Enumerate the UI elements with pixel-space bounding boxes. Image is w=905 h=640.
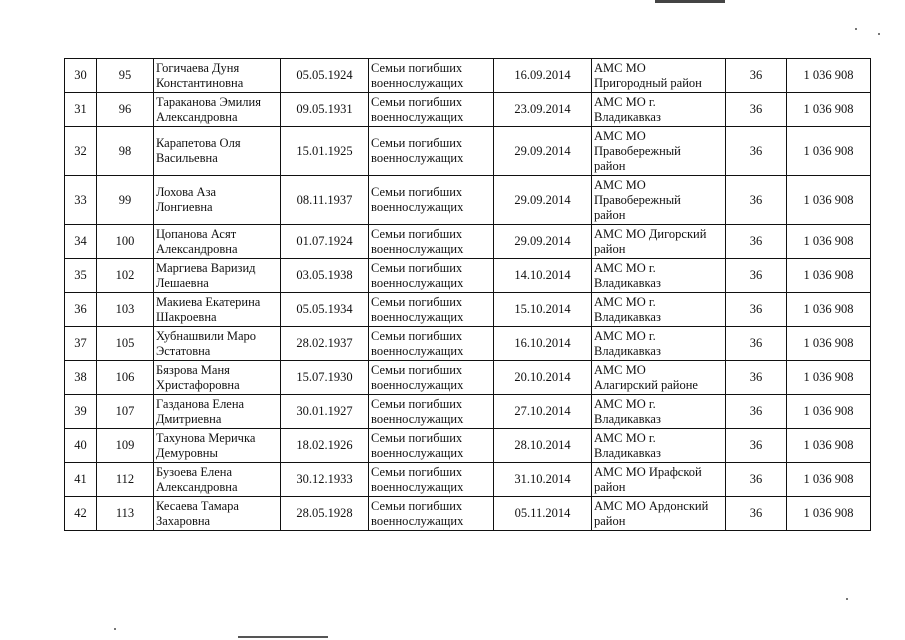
cell-months: 36 [726, 259, 787, 293]
cell-category-line: военнослужащих [371, 411, 464, 426]
cell-organization-line: АМС МО г. [594, 94, 656, 109]
table-row [65, 293, 871, 327]
cell-amount: 1 036 908 [787, 293, 871, 327]
cell-decision-date: 28.10.2014 [494, 429, 592, 463]
table-row [65, 176, 871, 225]
cell-record-id: 100 [97, 225, 154, 259]
cell-months: 36 [726, 429, 787, 463]
table-row [65, 463, 871, 497]
cell-row-number: 30 [65, 59, 97, 93]
cell-organization [592, 361, 726, 395]
cell-category-line: военнослужащих [371, 241, 464, 256]
cell-row-number: 34 [65, 225, 97, 259]
cell-full-name [154, 293, 281, 327]
cell-decision-date: 05.11.2014 [494, 497, 592, 531]
cell-full-name-line: Тараканова Эмилия [156, 94, 261, 109]
cell-amount: 1 036 908 [787, 497, 871, 531]
cell-record-id: 99 [97, 176, 154, 225]
cell-category [369, 293, 494, 327]
scan-speck [114, 628, 116, 630]
cell-organization [592, 259, 726, 293]
table-row [65, 395, 871, 429]
cell-row-number: 32 [65, 127, 97, 176]
cell-amount: 1 036 908 [787, 225, 871, 259]
cell-category-line: Семьи погибших [371, 498, 463, 513]
cell-organization [592, 59, 726, 93]
cell-birth-date: 28.05.1928 [281, 497, 369, 531]
cell-full-name-line: Лонгиевна [156, 200, 213, 214]
cell-full-name-line: Газданова Елена [156, 396, 245, 411]
cell-months: 36 [726, 225, 787, 259]
cell-row-number: 38 [65, 361, 97, 395]
cell-organization-line: Владикавказ [594, 109, 661, 124]
cell-category-line: Семьи погибших [371, 396, 463, 411]
cell-months: 36 [726, 59, 787, 93]
cell-full-name-line: Бязрова Маня [156, 362, 230, 377]
cell-decision-date: 14.10.2014 [494, 259, 592, 293]
cell-amount: 1 036 908 [787, 127, 871, 176]
cell-organization-line: АМС МО Ардонский [594, 498, 709, 513]
cell-category-line: Семьи погибших [371, 430, 463, 445]
cell-months: 36 [726, 361, 787, 395]
table-row [65, 93, 871, 127]
cell-full-name-line: Шакроевна [156, 309, 217, 324]
cell-category [369, 93, 494, 127]
cell-decision-date: 29.09.2014 [494, 127, 592, 176]
scan-artifact-top [655, 0, 725, 3]
cell-row-number: 35 [65, 259, 97, 293]
cell-organization-line: Правобережный [594, 192, 681, 207]
cell-organization-line: район [594, 479, 626, 494]
cell-category-line: военнослужащих [371, 75, 464, 90]
cell-organization-line: район [594, 158, 626, 173]
cell-organization-line: АМС МО г. [594, 430, 656, 445]
cell-birth-date: 05.05.1934 [281, 293, 369, 327]
cell-months: 36 [726, 293, 787, 327]
cell-category [369, 395, 494, 429]
cell-category [369, 259, 494, 293]
cell-amount: 1 036 908 [787, 361, 871, 395]
cell-organization [592, 497, 726, 531]
cell-organization-line: Правобережный [594, 143, 681, 158]
cell-organization [592, 93, 726, 127]
cell-category-line: военнослужащих [371, 151, 464, 165]
cell-birth-date: 01.07.1924 [281, 225, 369, 259]
cell-category [369, 327, 494, 361]
cell-record-id: 102 [97, 259, 154, 293]
cell-record-id: 95 [97, 59, 154, 93]
cell-full-name-line: Макиева Екатерина [156, 294, 261, 309]
cell-decision-date: 27.10.2014 [494, 395, 592, 429]
cell-amount: 1 036 908 [787, 93, 871, 127]
cell-full-name [154, 497, 281, 531]
cell-row-number: 39 [65, 395, 97, 429]
cell-organization-line: АМС МО [594, 60, 646, 75]
cell-category-line: Семьи погибших [371, 136, 463, 150]
cell-category-line: Семьи погибших [371, 60, 463, 75]
cell-organization-line: Владикавказ [594, 411, 661, 426]
cell-category-line: военнослужащих [371, 377, 464, 392]
cell-organization [592, 395, 726, 429]
table-row [65, 127, 871, 176]
cell-organization-line: район [594, 207, 626, 222]
table-row [65, 429, 871, 463]
cell-full-name-line: Кесаева Тамара [156, 498, 239, 513]
cell-amount: 1 036 908 [787, 463, 871, 497]
cell-months: 36 [726, 463, 787, 497]
cell-row-number: 36 [65, 293, 97, 327]
cell-category [369, 59, 494, 93]
cell-decision-date: 29.09.2014 [494, 176, 592, 225]
cell-organization-line: Владикавказ [594, 275, 661, 290]
cell-organization [592, 327, 726, 361]
cell-category-line: Семьи погибших [371, 328, 463, 343]
cell-row-number: 37 [65, 327, 97, 361]
cell-organization-line: район [594, 241, 626, 256]
cell-full-name [154, 225, 281, 259]
cell-organization-line: Пригородный район [594, 75, 702, 90]
cell-organization-line: АМС МО [594, 128, 646, 143]
cell-full-name [154, 429, 281, 463]
cell-decision-date: 16.09.2014 [494, 59, 592, 93]
cell-record-id: 112 [97, 463, 154, 497]
cell-full-name [154, 463, 281, 497]
cell-amount: 1 036 908 [787, 395, 871, 429]
cell-organization [592, 463, 726, 497]
cell-full-name-line: Александровна [156, 241, 238, 256]
cell-full-name [154, 59, 281, 93]
cell-row-number: 42 [65, 497, 97, 531]
cell-organization [592, 225, 726, 259]
cell-category [369, 497, 494, 531]
cell-full-name-line: Дмитриевна [156, 411, 222, 426]
cell-decision-date: 29.09.2014 [494, 225, 592, 259]
cell-organization-line: Владикавказ [594, 445, 661, 460]
cell-months: 36 [726, 127, 787, 176]
cell-full-name-line: Лохова Аза [156, 185, 217, 199]
cell-organization-line: АМС МО г. [594, 294, 656, 309]
cell-amount: 1 036 908 [787, 327, 871, 361]
cell-full-name-line: Карапетова Оля [156, 136, 241, 150]
cell-organization-line: Алагирский районе [594, 377, 698, 392]
cell-organization-line: район [594, 513, 626, 528]
cell-full-name-line: Тахунова Меричка [156, 430, 256, 445]
cell-record-id: 103 [97, 293, 154, 327]
cell-amount: 1 036 908 [787, 429, 871, 463]
cell-months: 36 [726, 327, 787, 361]
cell-record-id: 96 [97, 93, 154, 127]
cell-birth-date: 30.01.1927 [281, 395, 369, 429]
cell-category-line: Семьи погибших [371, 362, 463, 377]
cell-record-id: 106 [97, 361, 154, 395]
scan-speck [846, 598, 848, 600]
cell-full-name [154, 176, 281, 225]
cell-months: 36 [726, 176, 787, 225]
cell-category-line: военнослужащих [371, 109, 464, 124]
cell-full-name [154, 259, 281, 293]
cell-organization [592, 429, 726, 463]
cell-organization-line: АМС МО [594, 362, 646, 377]
cell-full-name-line: Бузоева Елена [156, 464, 233, 479]
cell-full-name [154, 327, 281, 361]
cell-organization-line: Владикавказ [594, 343, 661, 358]
cell-category [369, 463, 494, 497]
beneficiary-register-table [64, 58, 871, 531]
cell-months: 36 [726, 497, 787, 531]
cell-category-line: военнослужащих [371, 445, 464, 460]
cell-category-line: военнослужащих [371, 513, 464, 528]
cell-category-line: Семьи погибших [371, 226, 463, 241]
table-row [65, 259, 871, 293]
cell-decision-date: 16.10.2014 [494, 327, 592, 361]
cell-category-line: военнослужащих [371, 275, 464, 290]
cell-decision-date: 31.10.2014 [494, 463, 592, 497]
table-row [65, 497, 871, 531]
cell-record-id: 98 [97, 127, 154, 176]
register-body [65, 59, 871, 531]
cell-full-name-line: Константиновна [156, 75, 244, 90]
cell-full-name [154, 93, 281, 127]
table-row [65, 361, 871, 395]
cell-full-name-line: Захаровна [156, 513, 211, 528]
cell-category [369, 429, 494, 463]
cell-full-name-line: Хубнашвили Маро [156, 328, 257, 343]
cell-full-name-line: Маргиева Варизид [156, 260, 256, 275]
cell-organization-line: Владикавказ [594, 309, 661, 324]
cell-category-line: военнослужащих [371, 309, 464, 324]
cell-organization-line: АМС МО Дигорский [594, 226, 707, 241]
cell-category-line: Семьи погибших [371, 260, 463, 275]
cell-decision-date: 15.10.2014 [494, 293, 592, 327]
cell-amount: 1 036 908 [787, 59, 871, 93]
cell-full-name-line: Александровна [156, 479, 238, 494]
table-row [65, 327, 871, 361]
cell-organization [592, 293, 726, 327]
cell-record-id: 109 [97, 429, 154, 463]
cell-amount: 1 036 908 [787, 176, 871, 225]
cell-record-id: 105 [97, 327, 154, 361]
cell-organization-line: АМС МО г. [594, 260, 656, 275]
cell-category-line: Семьи погибших [371, 464, 463, 479]
cell-category-line: Семьи погибших [371, 185, 463, 199]
cell-full-name-line: Эстатовна [156, 343, 211, 358]
cell-birth-date: 15.07.1930 [281, 361, 369, 395]
scan-speck [878, 33, 880, 35]
cell-full-name [154, 395, 281, 429]
cell-record-id: 107 [97, 395, 154, 429]
cell-months: 36 [726, 395, 787, 429]
cell-birth-date: 30.12.1933 [281, 463, 369, 497]
cell-organization [592, 176, 726, 225]
cell-row-number: 33 [65, 176, 97, 225]
cell-full-name-line: Демуровны [156, 445, 218, 460]
cell-organization [592, 127, 726, 176]
cell-category [369, 361, 494, 395]
cell-birth-date: 09.05.1931 [281, 93, 369, 127]
cell-record-id: 113 [97, 497, 154, 531]
cell-full-name [154, 361, 281, 395]
cell-category [369, 127, 494, 176]
cell-birth-date: 08.11.1937 [281, 176, 369, 225]
cell-full-name [154, 127, 281, 176]
cell-full-name-line: Лешаевна [156, 275, 209, 290]
cell-decision-date: 23.09.2014 [494, 93, 592, 127]
table-row [65, 59, 871, 93]
cell-row-number: 40 [65, 429, 97, 463]
cell-category-line: военнослужащих [371, 200, 464, 214]
cell-row-number: 41 [65, 463, 97, 497]
cell-full-name-line: Гогичаева Дуня [156, 60, 240, 75]
cell-months: 36 [726, 93, 787, 127]
cell-organization-line: АМС МО г. [594, 396, 656, 411]
cell-full-name-line: Александровна [156, 109, 238, 124]
scan-speck [855, 28, 857, 30]
cell-category-line: военнослужащих [371, 479, 464, 494]
cell-birth-date: 03.05.1938 [281, 259, 369, 293]
cell-full-name-line: Цопанова Асят [156, 226, 237, 241]
cell-category [369, 225, 494, 259]
cell-birth-date: 28.02.1937 [281, 327, 369, 361]
scan-artifact-bottom [238, 636, 328, 638]
cell-full-name-line: Васильевна [156, 151, 218, 165]
cell-row-number: 31 [65, 93, 97, 127]
cell-full-name-line: Христафоровна [156, 377, 240, 392]
cell-category [369, 176, 494, 225]
cell-decision-date: 20.10.2014 [494, 361, 592, 395]
cell-category-line: военнослужащих [371, 343, 464, 358]
cell-birth-date: 15.01.1925 [281, 127, 369, 176]
table-row [65, 225, 871, 259]
cell-birth-date: 05.05.1924 [281, 59, 369, 93]
cell-category-line: Семьи погибших [371, 94, 463, 109]
cell-organization-line: АМС МО Ирафской [594, 464, 702, 479]
cell-organization-line: АМС МО г. [594, 328, 656, 343]
cell-amount: 1 036 908 [787, 259, 871, 293]
cell-category-line: Семьи погибших [371, 294, 463, 309]
cell-organization-line: АМС МО [594, 177, 646, 192]
cell-birth-date: 18.02.1926 [281, 429, 369, 463]
